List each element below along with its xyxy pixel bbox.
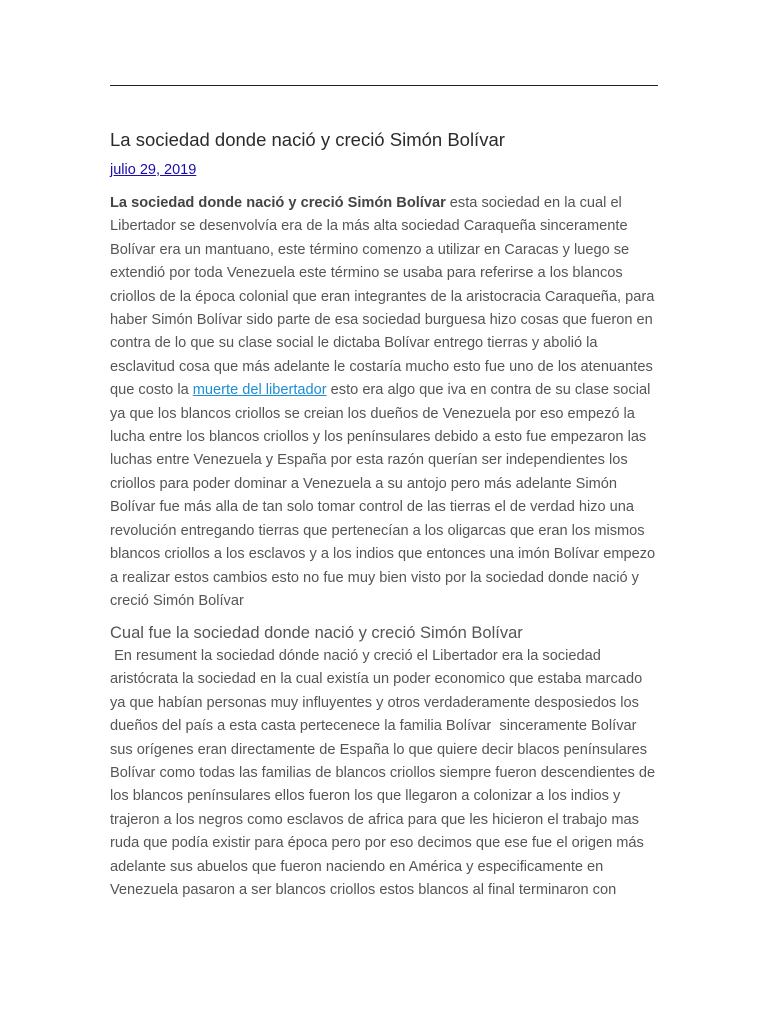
- paragraph-2-text: En resument la sociedad dónde nació y creció el Libertador era la sociedad aristócrata la sociedad en la cual existía un poder economico que estaba marcado ya que habían personas muy influyentes y otros verdaderamente desposiedos los dueños del país a esta casta pertecenece la familia Bolívar sinceramente Bolívar sus orígenes eran directamente de España lo que quiere decir blacos penínsulares Bolívar como todas las familias de blancos criollos siempre fueron descendientes de los blancos penínsulares ellos fueron los que llegaron a colonizar a los indios y trajeron a los negros como esclavos de africa para que les hicieron el trabajo mas ruda que podía existir para época pero por eso decimos que ese fue el origen más adelante sus abuelos que fueron naciendo en América y especificamente en Venezuela pasaron a ser blancos criollos estos blancos al final terminaron con: [110, 648, 660, 899]
- muerte-del-libertador-link[interactable]: muerte del libertador: [192, 382, 327, 399]
- top-divider: [110, 85, 658, 86]
- post-date-link[interactable]: julio 29, 2019: [110, 162, 197, 178]
- article-paragraph-2: [110, 645, 658, 902]
- paragraph-lead-bold: La sociedad donde nació y creció Simón Bolívar: [110, 195, 446, 211]
- article-paragraph-1: [110, 192, 658, 613]
- paragraph-text-part-1: esta sociedad en la cual el Libertador se desenvolvía era de la más alta sociedad Caraqueña sinceramente Bolívar era un mantuano, este término comenzo a utilizar en Caracas y luego se extendió por toda Venezuela este término se usaba para referirse a los blancos criollos de la época colonial que eran integrantes de la aristocracia Caraqueña, para haber Simón Bolívar sido parte de esa sociedad burguesa hizo cosas que fueron en contra de lo que su clase social le dictaba Bolívar entrego tierras y abolió la esclavitud cosa que más adelante le costaría mucho esto fue uno de los atenuantes que costo la: [110, 195, 655, 399]
- section-subheading: Cual fue la sociedad donde nació y creció Simón Bolívar: [110, 624, 523, 642]
- paragraph-text-part-2: esto era algo que iva en contra de su clase social ya que los blancos criollos se creian los dueños de Venezuela por eso empezó la lucha entre los blancos criollos y los penínsulares debido a esto fue empezaron las luchas entre Venezuela y España por esta razón querían ser independientes los criollos para poder dominar a Venezuela a su antojo pero más adelante Simón Bolívar fue más alla de tan solo tomar control de las tierras el de verdad hizo una revolución entregando tierras que pertenecían a los oligarcas que eran los mismos blancos criollos a los esclavos y a los indios que entonces una imón Bolívar empezo a realizar estos cambios esto no fue muy bien visto por la sociedad donde nació y creció Simón Bolívar: [110, 382, 656, 609]
- post-title: La sociedad donde nació y creció Simón Bolívar: [110, 129, 505, 150]
